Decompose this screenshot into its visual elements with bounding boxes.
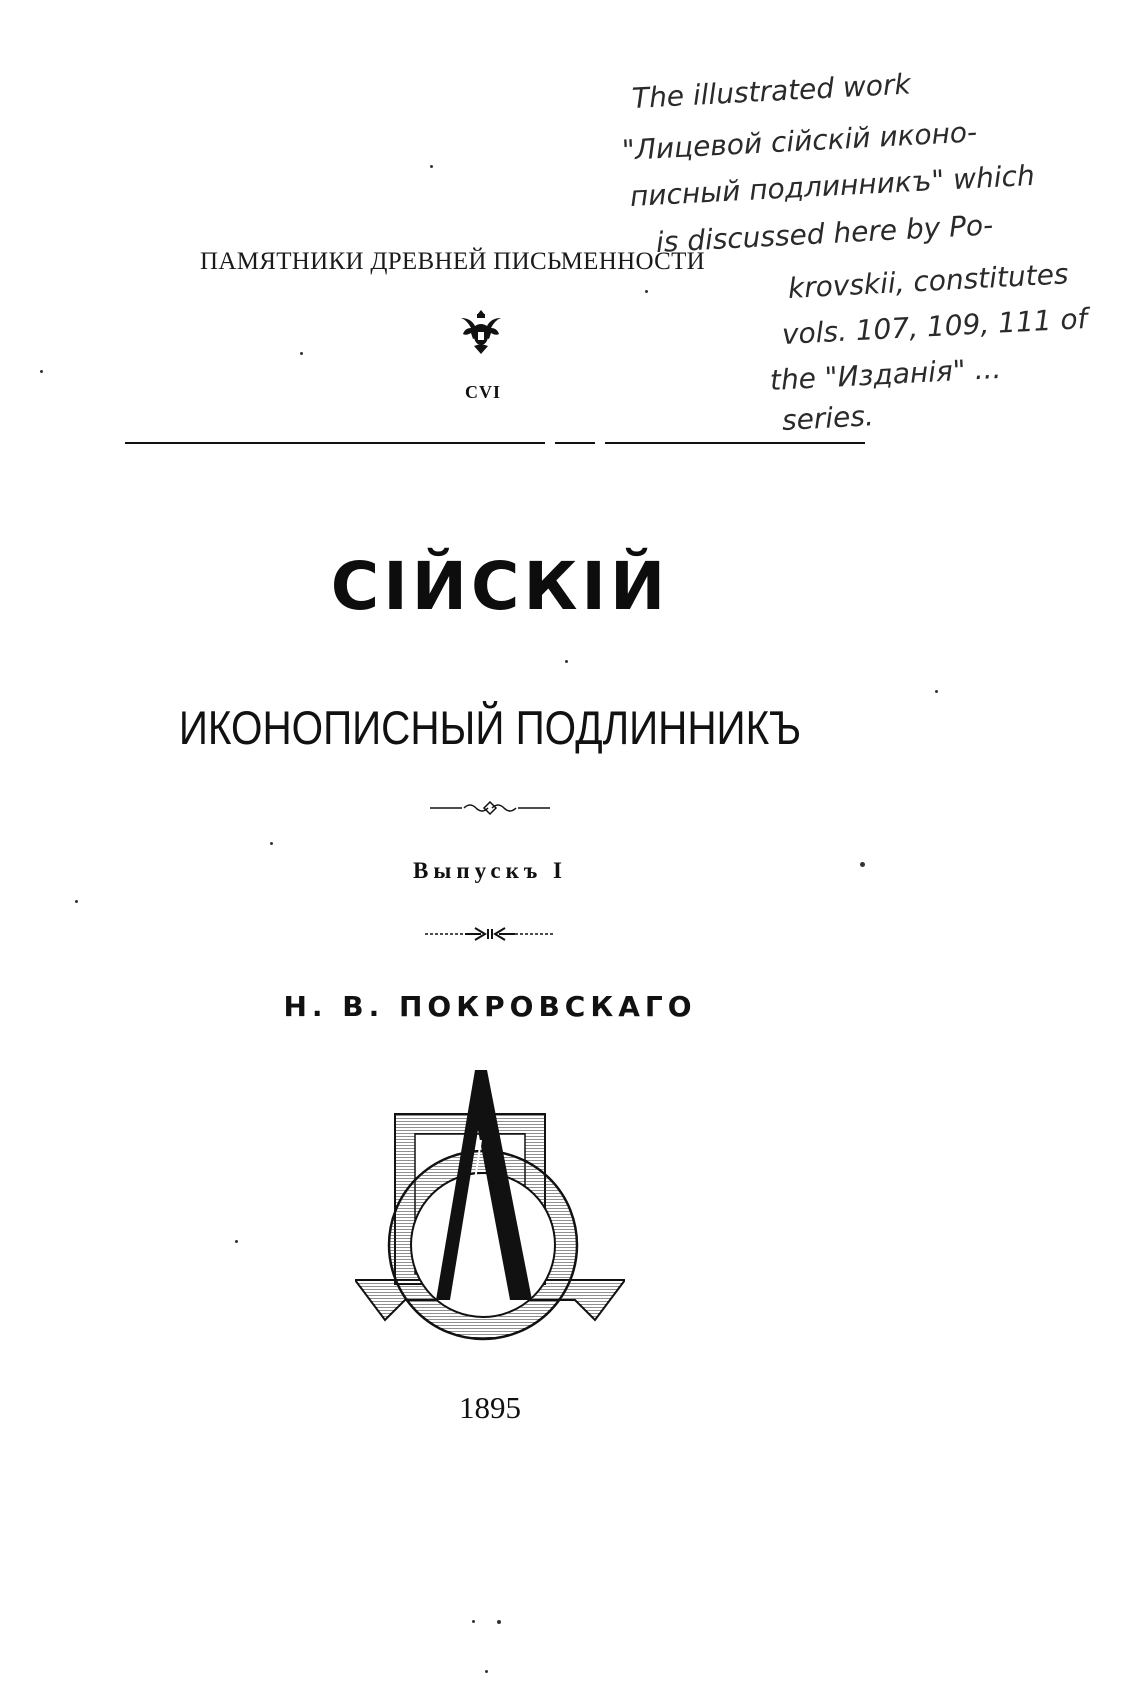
scan-speck xyxy=(485,1670,488,1673)
imperial-eagle-icon xyxy=(458,306,504,356)
volume-number: CVI xyxy=(465,382,502,402)
scan-speck xyxy=(300,352,303,355)
scan-speck xyxy=(235,1240,238,1243)
note-line: "Лицевой сійскій иконо- xyxy=(621,115,978,167)
publication-year: 1895 xyxy=(459,1390,521,1425)
scan-speck xyxy=(430,165,433,168)
note-line: krovskii, constitutes xyxy=(787,257,1070,305)
note-line: is discussed here by Po- xyxy=(655,208,995,259)
author-name: Н. В. ПОКРОВСКАГО xyxy=(283,990,697,1023)
scan-speck xyxy=(40,370,43,373)
issue-label: Выпускъ I xyxy=(413,858,567,883)
ornament-divider-icon xyxy=(425,922,555,946)
note-line: писный подлинникъ" which xyxy=(629,158,1036,213)
ornament-divider-icon xyxy=(430,796,550,820)
note-line: vols. 107, 109, 111 of xyxy=(781,302,1089,351)
note-line: the "Изданія" ... xyxy=(769,351,1003,397)
scan-speck xyxy=(497,1620,501,1624)
handwritten-note xyxy=(621,67,1122,462)
publisher-logo-icon xyxy=(355,1070,625,1350)
scan-speck xyxy=(935,690,938,693)
scan-speck xyxy=(472,1620,475,1623)
scan-speck xyxy=(565,660,568,663)
scan-speck xyxy=(270,842,273,845)
title-line-1: СІЙСКІЙ xyxy=(330,548,670,625)
title-line-2: ИКОНОПИСНЫЙ ПОДЛИННИКЪ xyxy=(178,701,802,754)
note-line: The illustrated work xyxy=(631,67,912,115)
series-title: ПАМЯТНИКИ ДРЕВНЕЙ ПИСЬМЕННОСТИ xyxy=(200,248,706,275)
note-line: series. xyxy=(781,399,875,437)
scan-speck xyxy=(860,862,865,867)
scan-speck xyxy=(75,900,78,903)
